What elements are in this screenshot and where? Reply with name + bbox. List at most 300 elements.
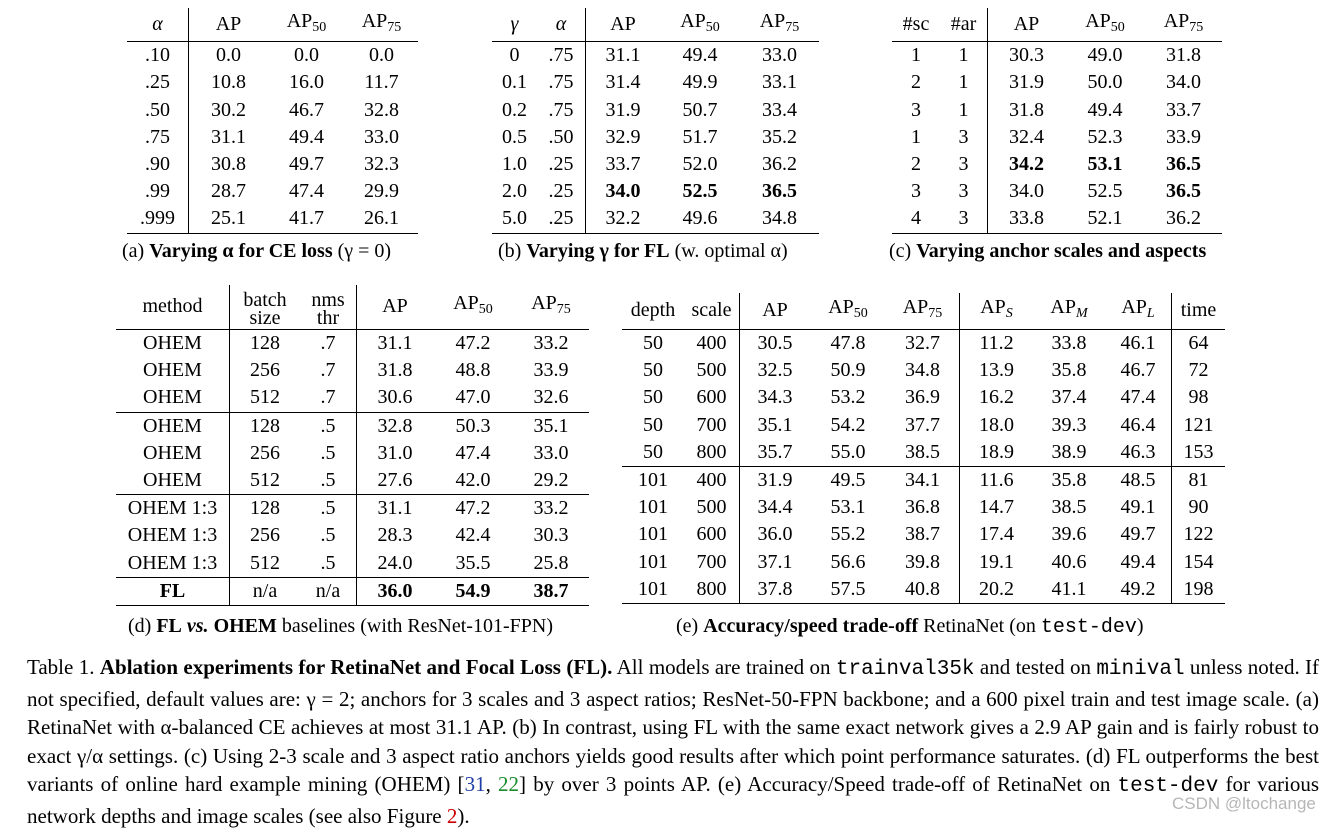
table-row [892,97,1222,124]
table-cell: .25 [537,205,586,233]
table-cell: 37.1 [757,550,793,573]
table-cell: OHEM [116,412,230,440]
table-cell: 50 [643,332,663,354]
table-cell: 17.4 [979,523,1014,546]
table-cell: 50.7 [682,98,718,121]
table-row [116,412,589,440]
table-cell: 42.0 [455,469,491,492]
table-row [892,124,1222,151]
table-cell: .99 [127,178,189,205]
table-cell: 34.8 [762,207,797,230]
table-row [116,357,589,384]
table-cell: 27.6 [377,469,413,492]
col-header: $AP_{75}$ [531,292,571,318]
table-cell: 1 [911,44,921,67]
table-cell: 24.0 [377,551,413,574]
table-cell: OHEM [116,330,230,358]
table-cell: 50.0 [1087,71,1123,94]
table-cell: 256 [250,359,280,382]
table-row [492,205,819,233]
table-cell: 0.0 [369,44,394,67]
table-row [892,205,1222,233]
col-header: $AP_{75}$ [759,10,800,35]
table-cell: 30.2 [211,98,246,121]
table-cell: .5 [300,440,357,467]
table-cell: .5 [300,495,357,523]
caption-c: (c) Varying anchor scales and aspects [889,240,1207,262]
table-cell: 25.1 [211,207,246,230]
table-cell: 46.1 [1105,330,1172,358]
table-cell: 36.5 [1166,153,1201,176]
col-header: $AP_{50}$ [286,10,327,35]
table-cell: 46.3 [1105,439,1172,467]
table-row [492,69,819,96]
table-row [116,522,589,549]
table-cell: 19.1 [979,550,1014,573]
table-cell: .75 [127,124,189,151]
table-cell: 33.0 [762,44,797,67]
table-cell: 35.5 [455,551,491,574]
table-cell: 49.4 [289,125,324,148]
table-row [492,124,819,151]
table-cell: 49.0 [1087,44,1123,67]
table-cell: n/a [252,579,278,602]
table-cell: 49.9 [682,71,718,94]
table-cell: 35.1 [533,414,569,437]
table-cell: .7 [300,330,357,358]
main-caption: Table 1. Ablation experiments for RetinaNet and Focal Loss (FL). All models are trained on trainval35k and tested on minival unless noted. If not specified, default values are: γ = 2; anchors for 3 scales and 3 aspect ratios; ResNet-50-FPN backbone; and a 600 pixel train and test image scale. (a) RetinaNet with α-balanced CE achieves at most 31.1 AP. (b) In contrast, using FL with the same exact network gives a 2.9 AP gain and is fairly robust to exact γ/α settings. (c) Using 2-3 scale and 3 aspect ratio anchors yields good results after which point performance saturates. (d) FL outperforms the best variants of online hard example mining (OHEM) [31, 22] by over 3 points AP. (e) Accuracy/Speed trade-off of RetinaNet on test-dev for various network depths and image scales (see also Figure 2). [27,655,1320,828]
table-row [116,577,589,605]
table-cell: 49.7 [1105,521,1172,548]
table-cell: 55.2 [830,523,866,546]
table-row [492,42,819,70]
table-cell: 46.7 [1105,357,1172,384]
table-row [116,440,589,467]
table-cell: 39.6 [1051,523,1087,546]
table-cell: 33.7 [1166,98,1201,121]
table-cell: 46.7 [289,98,324,121]
table-cell: 36.5 [762,180,797,203]
table-row [892,178,1222,205]
col-header: $AP_{75}$ [1163,10,1204,35]
col-header: AP [610,13,636,35]
table-cell: 29.9 [364,180,399,203]
table-cell: .90 [127,151,189,178]
table-cell: 37.8 [757,577,793,600]
table-cell: 33.9 [1166,125,1201,148]
table-cell: 31.9 [757,469,793,492]
table-cell: OHEM 1:3 [116,550,230,578]
table-cell: 50.3 [455,414,491,437]
table-row [622,439,1225,467]
table-cell: 32.9 [605,125,641,148]
table-cell: 33.8 [1051,332,1087,354]
table-cell: 31.9 [605,98,641,121]
watermark: CSDN @ltochange [1172,794,1316,813]
col-header: $AP_{50}$ [453,292,493,318]
table-cell: OHEM [116,384,230,412]
table-cell: 26.1 [364,207,399,230]
table-cell: 0.1 [502,71,527,94]
table-cell: 55.0 [830,440,866,463]
table-cell: 31.1 [377,332,413,354]
table-cell: 1 [940,97,988,124]
table-row [622,330,1225,358]
table-cell: 34.0 [1166,71,1201,94]
table-cell: 49.4 [682,44,718,67]
table-cell: 52.1 [1087,207,1123,230]
col-header: $AP_{50}$ [1085,10,1125,35]
table-cell: 53.1 [830,496,866,519]
table-cell: 49.7 [289,153,324,176]
table-cell: 36.5 [1166,180,1201,203]
table-cell: .10 [127,42,189,70]
table-cell: 128 [250,414,280,437]
col-header: $AP_{50}$ [680,10,720,35]
table-cell: .75 [537,42,586,70]
table-cell: 11.7 [364,71,399,94]
table-row [127,205,418,233]
table-cell: n/a [300,577,357,605]
citation-link[interactable]: 22 [498,772,520,797]
col-header: AP [762,299,788,322]
table-row [622,467,1225,495]
table-cell: 34.1 [886,467,960,495]
table-cell: 52.5 [682,180,718,203]
table-cell: 51.7 [682,125,718,148]
table-cell: 81 [1188,469,1209,492]
table-cell: 32.3 [364,153,399,176]
table-cell: 31.0 [377,441,413,464]
table-cell: 122 [1183,523,1214,546]
table-cell: 30.6 [377,386,413,409]
table-cell: 154 [1183,550,1214,573]
table-cell: 3 [940,151,988,178]
table-cell: 38.9 [1051,440,1087,463]
table-cell: 46.4 [1105,412,1172,439]
table-row [492,151,819,178]
col-header: time [1180,299,1217,322]
table-cell: 42.4 [455,524,491,547]
table-cell: 39.8 [886,549,960,576]
table-cell: OHEM [116,357,230,384]
table-d [116,285,589,606]
table-cell: .50 [127,97,189,124]
col-header: batch size [243,288,287,329]
table-cell: 33.1 [762,71,797,94]
table-row [622,576,1225,604]
table-cell: .5 [300,412,357,440]
caption-a: (a) Varying α for CE loss (γ = 0) [122,240,392,262]
caption-b: (b) Varying γ for FL (w. optimal α) [498,240,788,262]
table-cell: 48.5 [1105,467,1172,495]
table-cell: 3 [940,205,988,233]
table-cell: 3 [911,180,921,203]
table-cell: 256 [250,441,280,464]
table-cell: 256 [250,524,280,547]
table-cell: 54.9 [455,579,491,602]
table-cell: 512 [250,469,280,492]
figure-link[interactable]: 2 [446,803,458,828]
table-cell: 30.5 [757,332,793,354]
table-cell: 31.1 [605,44,641,67]
table-row [892,69,1222,96]
table-cell: 35.8 [1051,359,1087,382]
table-cell: 49.5 [830,469,866,492]
table-row [622,412,1225,439]
table-cell: 0 [509,44,520,67]
col-header: depth [630,299,676,322]
table-cell: 121 [1183,413,1214,436]
table-cell: 47.4 [455,441,491,464]
table-cell: 512 [250,551,280,574]
col-header: $AP_L$ [1105,293,1172,330]
table-cell: 53.2 [830,386,866,409]
table-cell: 0.0 [216,44,241,67]
table-cell: 35.1 [757,413,793,436]
table-cell: .25 [127,69,189,96]
table-row [622,549,1225,576]
table-cell: 10.8 [211,71,246,94]
table-cell: 36.8 [886,494,960,521]
col-header: scale [684,293,740,330]
table-cell: 47.2 [455,497,491,520]
table-row [127,151,418,178]
table-cell: .25 [537,151,586,178]
table-cell: .25 [537,178,586,205]
table-cell: OHEM 1:3 [116,522,230,549]
table-cell: 50 [643,386,663,409]
table-cell: 33.7 [605,153,641,176]
table-cell: 0.5 [502,125,527,148]
table-row [116,330,589,358]
table-cell: 49.2 [1105,576,1172,604]
table-cell: 5.0 [502,207,527,230]
table-cell: OHEM [116,440,230,467]
table-cell: 52.5 [1087,180,1123,203]
table-cell: 49.1 [1105,494,1172,521]
table-cell: 34.0 [605,180,641,203]
table-cell: 128 [250,497,280,520]
table-cell: 36.0 [757,523,793,546]
table-row [622,521,1225,548]
table-cell: 34.8 [886,357,960,384]
table-cell: 38.7 [886,521,960,548]
table-cell: 18.9 [979,440,1014,463]
table-cell: .75 [537,97,586,124]
table-cell: 1 [940,42,988,70]
table-cell: 64 [1188,332,1209,354]
table-cell: 11.6 [979,469,1014,492]
table-cell: .75 [537,69,586,96]
col-header: $AP_S$ [980,296,1013,322]
table-cell: 20.2 [979,577,1014,600]
table-row [127,42,418,70]
table-cell: 34.4 [757,496,793,519]
table-row [116,550,589,578]
table-cell: 31.1 [377,497,413,520]
table-row [127,124,418,151]
table-cell: 47.8 [830,332,866,354]
table-cell: 153 [1183,440,1214,463]
table-row [116,495,589,523]
table-row [492,97,819,124]
table-cell: 33.0 [364,125,399,148]
table-row [127,69,418,96]
table-row [127,178,418,205]
table-cell: 31.1 [211,125,246,148]
table-cell: 101 [638,523,668,546]
table-cell: 2 [911,153,921,176]
table-cell: 1 [911,125,921,148]
table-cell: 72 [1188,359,1209,382]
table-c [892,8,1222,234]
table-cell: 101 [638,469,668,492]
table-cell: 3 [911,98,921,121]
table-cell: 98 [1188,386,1209,409]
table-cell: 36.0 [377,579,413,602]
table-cell: 31.8 [1166,44,1201,67]
table-cell: 700 [684,412,740,439]
table-row [492,178,819,205]
caption-e: (e) Accuracy/speed trade-off RetinaNet (on test-dev) [676,615,1144,639]
table-cell: 600 [684,384,740,411]
table-cell: .50 [537,124,586,151]
table-cell: 33.0 [533,441,569,464]
table-row [116,384,589,412]
table-cell: 101 [638,577,668,600]
table-cell: 30.8 [211,153,246,176]
table-cell: 32.6 [533,386,569,409]
table-cell: 34.3 [757,386,793,409]
table-cell: 32.7 [886,330,960,358]
col-header: $AP_{50}$ [828,296,868,322]
table-cell: 54.2 [830,413,866,436]
table-cell: 33.2 [533,497,569,520]
table-cell: .999 [127,205,189,233]
table-cell: OHEM [116,467,230,495]
table-row [116,467,589,495]
table-cell: 2 [911,71,921,94]
table-cell: 2.0 [502,180,527,203]
table-cell: 32.8 [377,414,413,437]
table-cell: 512 [250,386,280,409]
table-cell: 29.2 [533,469,569,492]
table-cell: 37.4 [1051,386,1087,409]
table-cell: 52.3 [1087,125,1123,148]
table-cell: 0.2 [502,98,527,121]
col-header: #sc [902,13,930,35]
table-row [622,494,1225,521]
table-cell: 18.0 [979,413,1014,436]
table-cell: 53.1 [1087,153,1123,176]
table-cell: 500 [684,494,740,521]
table-cell: 35.8 [1051,469,1087,492]
table-cell: 101 [638,550,668,573]
col-header: method [116,285,230,330]
col-header: $AP_{75}$ [361,10,402,35]
table-cell: 47.0 [455,386,491,409]
table-cell: 50 [643,440,663,463]
table-cell: 28.3 [377,524,413,547]
table-cell: 4 [911,207,921,230]
caption-d: (d) FL vs. OHEM baselines (with ResNet-101-FPN) [128,615,553,637]
table-cell: 52.0 [682,153,718,176]
table-cell: 50.9 [830,359,866,382]
col-header: #ar [940,8,988,42]
table-cell: 49.4 [1087,98,1123,121]
table-cell: 3 [940,124,988,151]
table-cell: 400 [684,330,740,358]
table-cell: 40.6 [1051,550,1087,573]
table-cell: 47.4 [289,180,324,203]
table-cell: 500 [684,357,740,384]
table-cell: .7 [300,384,357,412]
table-cell: 128 [250,332,280,354]
table-cell: .7 [300,357,357,384]
table-cell: 36.9 [886,384,960,411]
table-cell: 0.0 [294,44,319,67]
table-cell: 101 [638,496,668,519]
table-cell: 11.2 [979,332,1014,354]
table-cell: 30.3 [1009,44,1044,67]
table-cell: 50 [643,413,663,436]
table-cell: 1.0 [502,153,527,176]
table-cell: 37.7 [886,412,960,439]
table-cell: 14.7 [979,496,1014,519]
table-cell: FL [116,577,230,605]
table-b [492,8,819,234]
table-cell: .5 [300,550,357,578]
col-header: α [537,8,586,42]
table-cell: 13.9 [979,359,1014,382]
table-cell: 32.2 [605,207,641,230]
col-header: AP [1013,13,1040,35]
col-header: AP [382,295,408,318]
table-cell: 33.9 [533,359,569,382]
table-cell: 39.3 [1051,413,1087,436]
table-cell: .5 [300,522,357,549]
citation-link[interactable]: 31 [464,772,486,797]
table-cell: 38.7 [533,579,569,602]
table-cell: 47.2 [455,332,491,354]
table-a [127,8,418,234]
table-cell: 49.6 [682,207,718,230]
table-cell: 16.2 [979,386,1014,409]
table-cell: 32.4 [1009,125,1044,148]
table-cell: 47.4 [1105,384,1172,411]
table-cell: 31.8 [377,359,413,382]
table-cell: 34.2 [1009,153,1044,176]
table-cell: 28.7 [211,180,246,203]
table-cell: 38.5 [1051,496,1087,519]
col-header: γ [510,13,519,35]
table-cell: 3 [940,178,988,205]
table-row [892,42,1222,70]
table-cell: 36.2 [1166,207,1201,230]
table-cell: .5 [300,467,357,495]
table-cell: 33.4 [762,98,797,121]
table-cell: 32.8 [364,98,399,121]
table-cell: 33.8 [1009,207,1044,230]
table-cell: 56.6 [830,550,866,573]
table-cell: 41.1 [1051,577,1087,600]
table-cell: 35.7 [757,440,793,463]
table-cell: 90 [1188,496,1209,519]
table-cell: 57.5 [830,577,866,600]
table-cell: 1 [940,69,988,96]
table-cell: 49.4 [1105,549,1172,576]
